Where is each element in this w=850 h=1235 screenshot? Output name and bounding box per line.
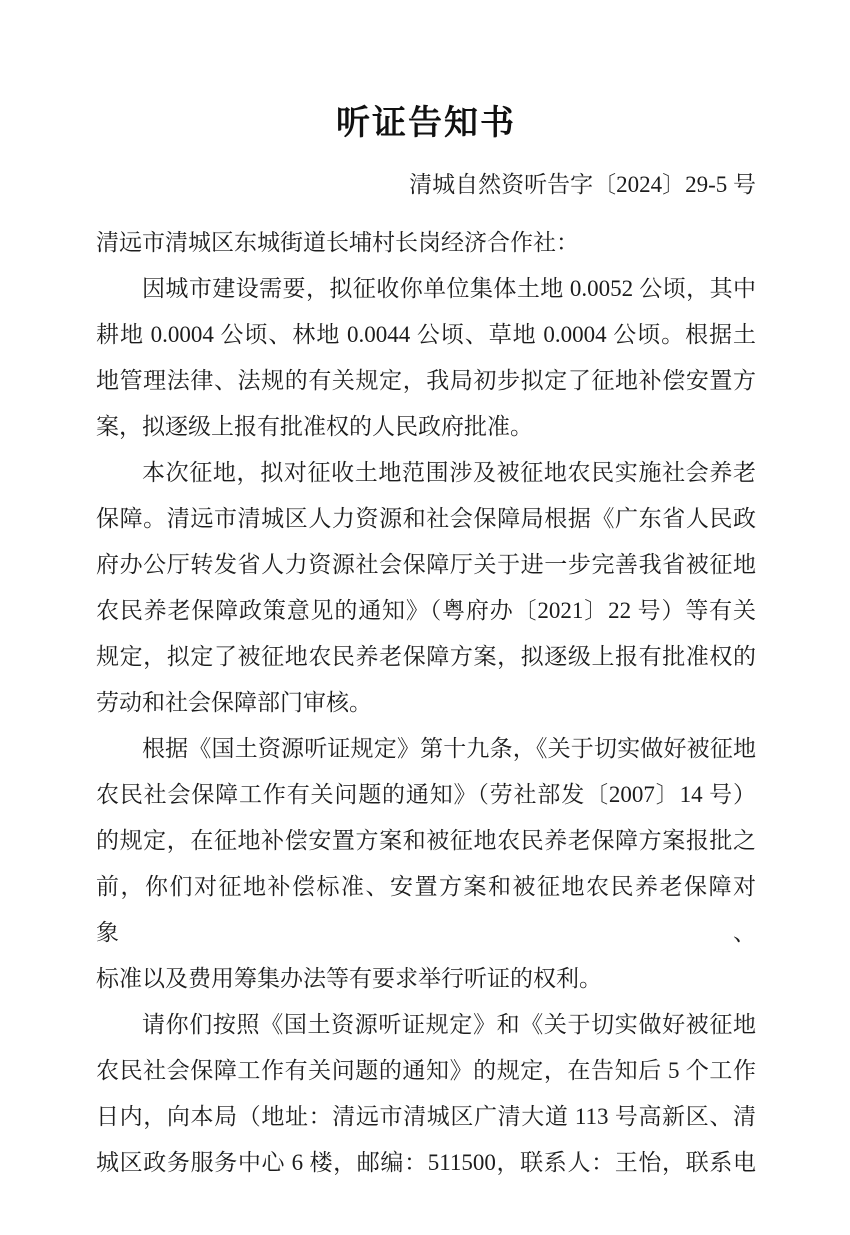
body-text-line: 城区政务服务中心 6 楼，邮编：511500，联系人：王怡，联系电 (96, 1150, 756, 1175)
body-text-line: 农民社会保障工作有关问题的通知》（劳社部发〔2007〕14 号） (96, 782, 756, 807)
body-text-line: 耕地 0.0004 公顷、林地 0.0044 公顷、草地 0.0004 公顷。根据土 (96, 322, 756, 347)
document-reference-number: 清城自然资听告字〔2024〕29-5 号 (409, 172, 756, 197)
body-text-line: 劳动和社会保障部门审核。 (96, 690, 372, 715)
body-text-line: 的规定，在征地补偿安置方案和被征地农民养老保障方案报批之 (96, 828, 756, 853)
body-text-line: 请你们按照《国土资源听证规定》和《关于切实做好被征地 (142, 1012, 756, 1037)
body-text-line: 前，你们对征地补偿标准、安置方案和被征地农民养老保障对象、 (96, 874, 756, 945)
body-text-line: 日内，向本局（地址：清远市清城区广清大道 113 号高新区、清 (96, 1104, 756, 1129)
document-body (96, 266, 756, 1186)
body-text-line: 农民养老保障政策意见的通知》（粤府办〔2021〕22 号）等有关 (96, 598, 756, 623)
body-text-line: 规定，拟定了被征地农民养老保障方案，拟逐级上报有批准权的 (96, 644, 756, 669)
body-text-line: 案，拟逐级上报有批准权的人民政府批准。 (96, 414, 533, 439)
body-text-line: 本次征地，拟对征收土地范围涉及被征地农民实施社会养老 (142, 460, 756, 485)
body-text-line: 地管理法律、法规的有关规定，我局初步拟定了征地补偿安置方 (96, 368, 756, 393)
body-text-line: 根据《国土资源听证规定》第十九条，《关于切实做好被征地 (142, 736, 756, 761)
body-text-line: 农民社会保障工作有关问题的通知》的规定，在告知后 5 个工作 (96, 1058, 756, 1083)
body-text-line: 标准以及费用筹集办法等有要求举行听证的权利。 (96, 966, 602, 991)
body-text-line: 府办公厅转发省人力资源社会保障厅关于进一步完善我省被征地 (96, 552, 756, 577)
addressee-line: 清远市清城区东城街道长埔村长岗经济合作社： (96, 230, 579, 255)
body-text-line: 因城市建设需要，拟征收你单位集体土地 0.0052 公顷，其中 (142, 276, 756, 301)
body-text-line: 保障。清远市清城区人力资源和社会保障局根据《广东省人民政 (96, 506, 756, 531)
document-title: 听证告知书 (336, 105, 516, 142)
